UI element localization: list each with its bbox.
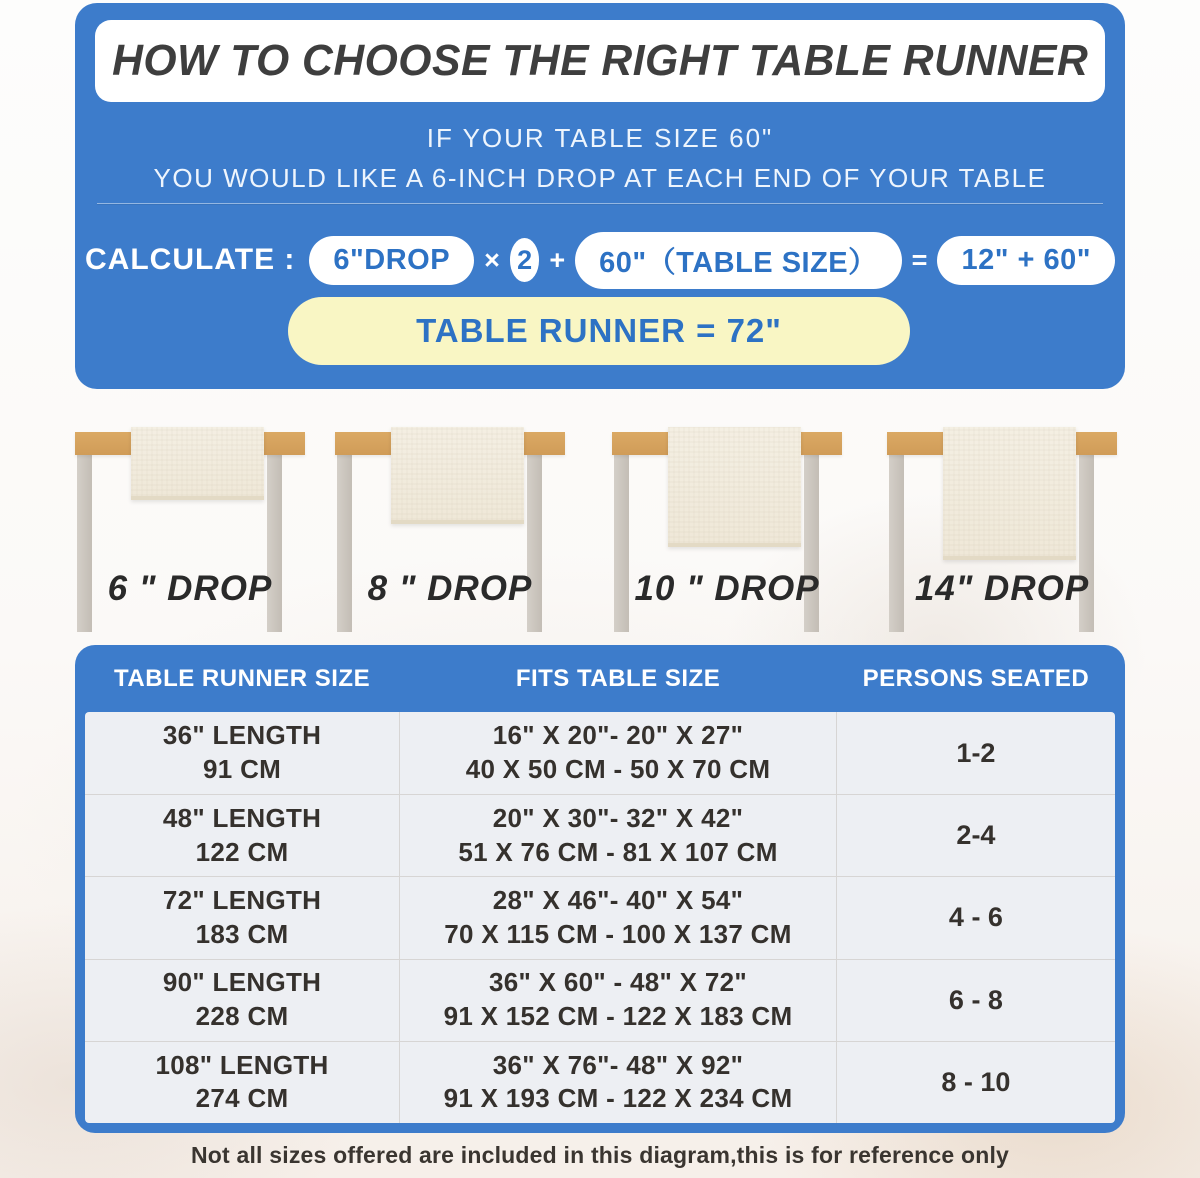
multiplier-badge: 2 [510,238,539,282]
table-figure-8-drop [335,425,565,640]
multiply-sign: × [484,244,500,275]
fits-size-cm: 70 X 115 CM - 100 X 137 CM [444,918,792,949]
title-banner [95,20,1105,102]
cell-fits-size [399,960,837,1041]
calc-label: CALCULATE : [85,243,296,276]
fits-size-inches: 20" X 30"- 32" X 42" [492,802,744,833]
plus-sign: + [549,244,566,275]
persons-value: 8 - 10 [941,1066,1011,1097]
table-runner-illustration [943,427,1076,560]
runner-size-cm: 91 CM [203,754,282,785]
table-figure-14-drop [887,425,1117,640]
fits-size-inches: 36" X 76"- 48" X 92" [492,1049,744,1080]
persons-value: 1-2 [956,737,996,768]
table-runner-illustration [391,427,524,524]
runner-size-cm: 274 CM [195,1083,289,1114]
runner-size-inches: 36" LENGTH [162,720,322,751]
persons-value: 4 - 6 [948,902,1003,933]
table-row [85,876,1115,958]
calc-table-size-pill: 60"（TABLE SIZE） [575,232,902,289]
cell-runner-size [85,795,399,876]
size-table-panel [75,645,1125,1133]
cell-fits-size [399,877,837,958]
hero-panel [75,3,1125,389]
footnote: Not all sizes offered are included in this diagram,this is for reference only [190,1142,1010,1168]
calc-sum-pill: 12" + 60" [937,236,1115,285]
runner-size-cm: 228 CM [195,1001,289,1032]
cell-fits-size [399,1042,837,1123]
runner-size-inches: 48" LENGTH [162,802,322,833]
equals-sign: = [911,244,928,275]
cell-runner-size [85,877,399,958]
persons-value: 6 - 8 [948,984,1003,1015]
calc-drop-pill: 6"DROP [309,236,474,285]
cell-persons [837,877,1115,958]
cell-persons [837,960,1115,1041]
hero-subtitle [75,123,1125,194]
table-row [85,712,1115,794]
table-figure-10-drop [612,425,842,640]
subtitle-line-1: IF YOUR TABLE SIZE 60" [426,123,774,153]
table-row [85,794,1115,876]
table-runner-illustration [668,427,801,547]
fits-size-cm: 40 X 50 CM - 50 X 70 CM [465,754,771,785]
drop-label: 8 " DROP [367,569,533,608]
header-persons-seated: PERSONS SEATED [862,664,1090,692]
cell-persons [837,1042,1115,1123]
table-runner-illustration [131,427,264,500]
cell-persons [837,712,1115,794]
fits-size-inches: 28" X 46"- 40" X 54" [492,885,744,916]
hero-divider [97,203,1103,205]
cell-fits-size [399,795,837,876]
table-figure-6-drop [75,425,305,640]
header-runner-size: TABLE RUNNER SIZE [114,664,371,692]
fits-size-cm: 91 X 152 CM - 122 X 183 CM [443,1001,793,1032]
size-table-body [85,712,1115,1123]
runner-size-inches: 90" LENGTH [162,967,322,998]
fits-size-inches: 36" X 60" - 48" X 72" [489,967,747,998]
cell-runner-size [85,960,399,1041]
fits-size-cm: 51 X 76 CM - 81 X 107 CM [458,836,778,867]
drop-label: 10 " DROP [634,569,820,608]
header-fits-table-size: FITS TABLE SIZE [515,664,721,692]
result-pill [288,297,910,365]
runner-size-inches: 108" LENGTH [155,1049,329,1080]
cell-runner-size [85,1042,399,1123]
page-title: HOW TO CHOOSE THE RIGHT TABLE RUNNER [111,36,1089,85]
table-row [85,959,1115,1041]
drop-label: 6 " DROP [107,569,273,608]
cell-fits-size [399,712,837,794]
drop-figures-row [75,425,1125,640]
persons-value: 2-4 [956,820,996,851]
fits-size-cm: 91 X 193 CM - 122 X 234 CM [443,1083,793,1114]
runner-size-cm: 183 CM [195,918,289,949]
result-text: TABLE RUNNER = 72" [416,312,782,349]
fits-size-inches: 16" X 20"- 20" X 27" [492,720,744,751]
subtitle-line-2: YOU WOULD LIKE A 6-INCH DROP AT EACH END OF YOUR TABLE [153,163,1047,193]
calculation-row [85,231,1115,289]
runner-size-cm: 122 CM [195,836,289,867]
cell-persons [837,795,1115,876]
cell-runner-size [85,712,399,794]
size-table-header [85,645,1115,712]
drop-label: 14" DROP [914,569,1090,608]
runner-size-inches: 72" LENGTH [162,885,322,916]
table-row [85,1041,1115,1123]
